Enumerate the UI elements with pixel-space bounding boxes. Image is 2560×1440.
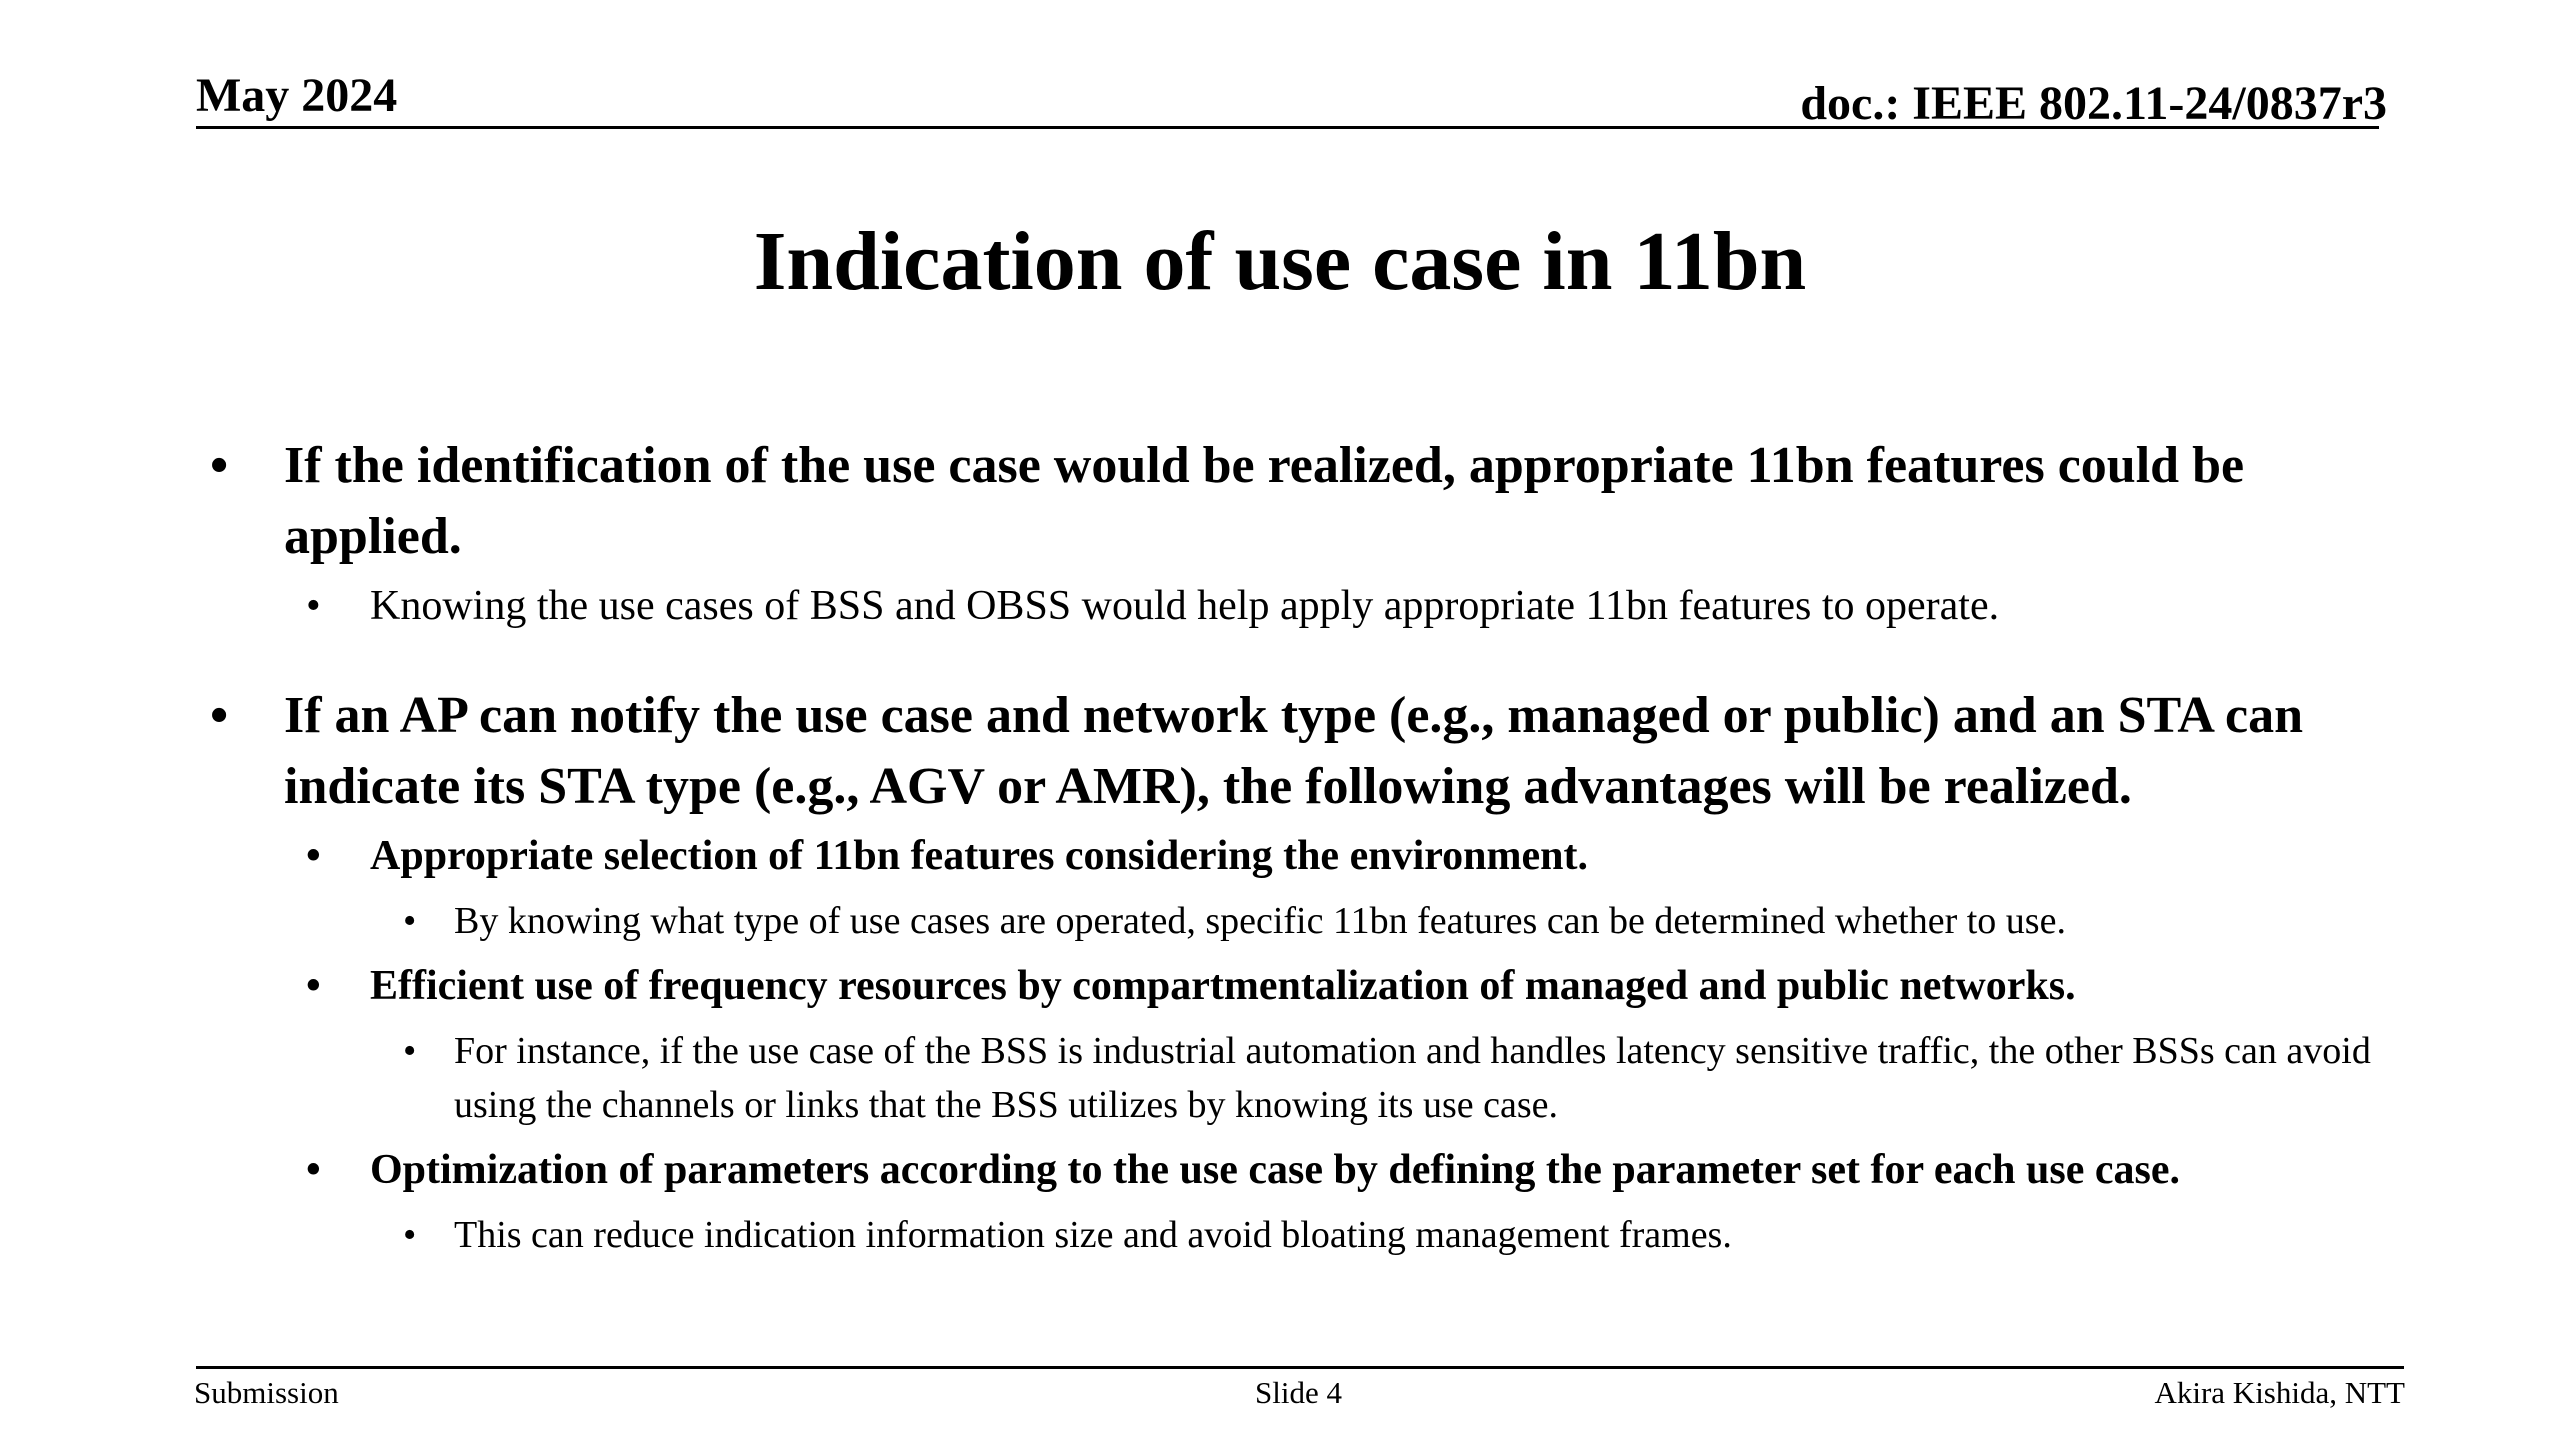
bullet-text: Optimization of parameters according to the use case by defining the parameter set for each use case. — [370, 1147, 2180, 1193]
bullet-dot-icon: • — [210, 687, 229, 744]
bullet-dot-icon: • — [210, 437, 229, 494]
bullet-dot-icon: • — [306, 833, 321, 879]
bullet-text: If an AP can notify the use case and network type (e.g., managed or public) and an STA can indicate its STA type (e.g., AGV or AMR), the following advantages will be realized. — [284, 687, 2304, 815]
bullet-text: Appropriate selection of 11bn features considering the environment. — [370, 833, 1588, 879]
bullet-text: If the identification of the use case would be realized, appropriate 11bn features could be applied. — [284, 437, 2245, 565]
bullet-level3 — [200, 1024, 2400, 1132]
footer-slide-number: Slide 4 — [1255, 1375, 1342, 1410]
bullet-text: For instance, if the use case of the BSS is industrial automation and handles latency sensitive traffic, the other BSSs can avoid using the channels or links that the BSS utilizes by knowing its use case. — [454, 1030, 2371, 1126]
bullet-dot-icon: • — [403, 1030, 417, 1072]
header-doc-id: doc.: IEEE 802.11-24/0837r3 — [1800, 77, 2387, 130]
footer-divider — [196, 1366, 2404, 1369]
bullet-text: Knowing the use cases of BSS and OBSS would help apply appropriate 11bn features to operate. — [370, 583, 2000, 629]
slide-title: Indication of use case in 11bn — [753, 215, 1807, 308]
bullet-dot-icon: • — [306, 1147, 321, 1193]
bullet-dot-icon: • — [306, 963, 321, 1009]
bullet-dot-icon: • — [403, 1214, 417, 1256]
slide-body — [200, 430, 2400, 1262]
bullet-dot-icon: • — [403, 900, 417, 942]
bullet-level3 — [200, 894, 2400, 948]
header-date: May 2024 — [196, 69, 398, 122]
bullet-level2 — [200, 828, 2400, 884]
bullet-dot-icon: • — [306, 583, 321, 629]
bullet-level1 — [200, 430, 2400, 572]
bullet-text: This can reduce indication information size and avoid bloating management frames. — [454, 1214, 1732, 1256]
bullet-level2 — [200, 958, 2400, 1014]
bullet-text: Efficient use of frequency resources by compartmentalization of managed and public networks. — [370, 963, 2076, 1009]
bullet-level1 — [200, 680, 2400, 822]
footer-author: Akira Kishida, NTT — [2154, 1375, 2405, 1410]
header-divider — [196, 126, 2379, 129]
bullet-level3 — [200, 1208, 2400, 1262]
bullet-text: By knowing what type of use cases are operated, specific 11bn features can be determined whether to use. — [454, 900, 2066, 942]
bullet-level2 — [200, 578, 2400, 634]
bullet-level2 — [200, 1142, 2400, 1198]
footer-submission: Submission — [194, 1375, 339, 1410]
